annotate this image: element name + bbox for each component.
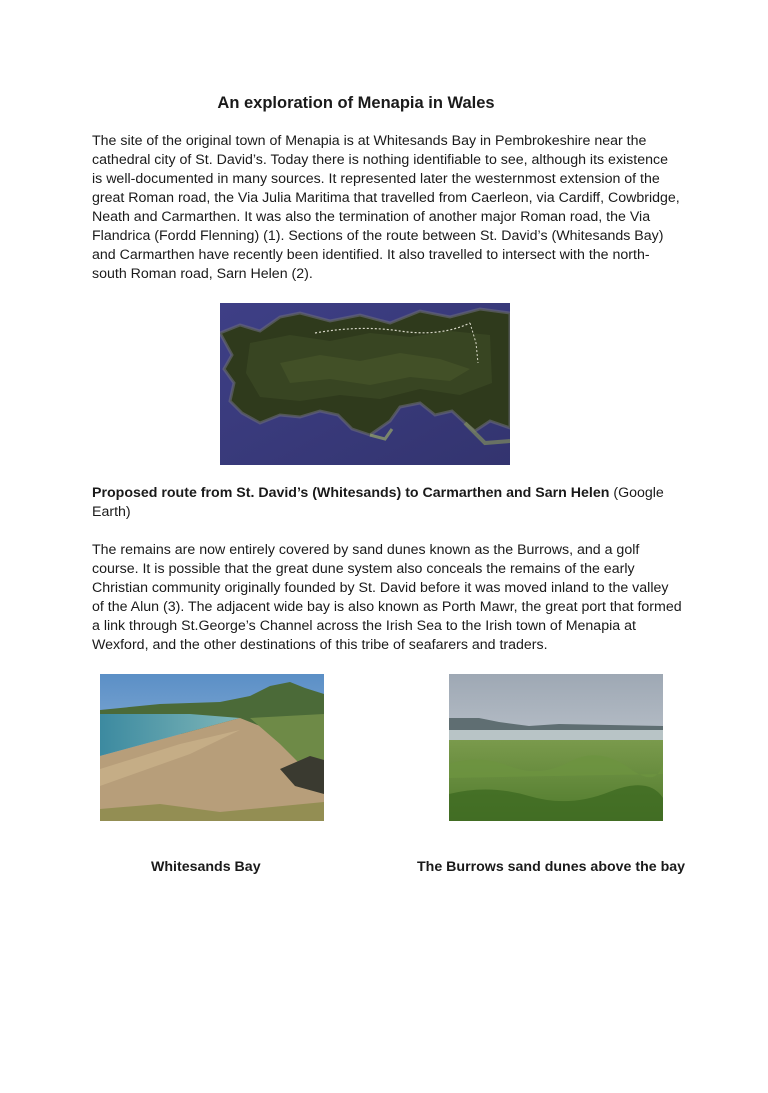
route-map-image [220,303,510,465]
burrows-paragraph: The remains are now entirely covered by sand dunes known as the Burrows, and a golf course. It is possible that the great dune system also conceals the remains of the early Christian community originally founded by St. David before it was moved inland to the valley of the Alun (3). The adjacent wide bay is also known as Porth Mawr, the great port that formed a link through St.George’s Channel across the Irish Sea to the Irish town of Menapia at Wexford, and the other destinations of this tribe of seafarers and traders. [92,542,682,653]
intro-paragraph: The site of the original town of Menapia is at Whitesands Bay in Pembrokeshire near the cathedral city of St. David’s. Today there is nothing identifiable to see, although its existence is well-documented in many sources. It represented later the westernmost extension of the great Roman road, the Via Julia Maritima that travelled from Caerleon, via Cardiff, Cowbridge, Neath and Carmarthen. It was also the termination of another major Roman road, the Via Flandrica (Fordd Flenning) (1). Sections of the route between St. David’s (Whitesands Bay) and Carmarthen have recently been identified. It also travelled to intersect with the north-south Roman road, Sarn Helen (2). [92,133,680,282]
whitesands-bay-photo [100,674,324,821]
map-caption-bold: Proposed route from St. David’s (Whitesands) to Carmarthen and Sarn Helen [92,485,610,501]
map-caption-source: (Google Earth) [92,485,664,520]
map-caption [92,484,682,522]
burrows-dunes-photo [449,674,663,821]
whitesands-bay-caption: Whitesands Bay [151,859,261,875]
burrows-dunes-caption: The Burrows sand dunes above the bay [417,859,686,875]
document-title: An exploration of Menapia in Wales [217,94,495,112]
